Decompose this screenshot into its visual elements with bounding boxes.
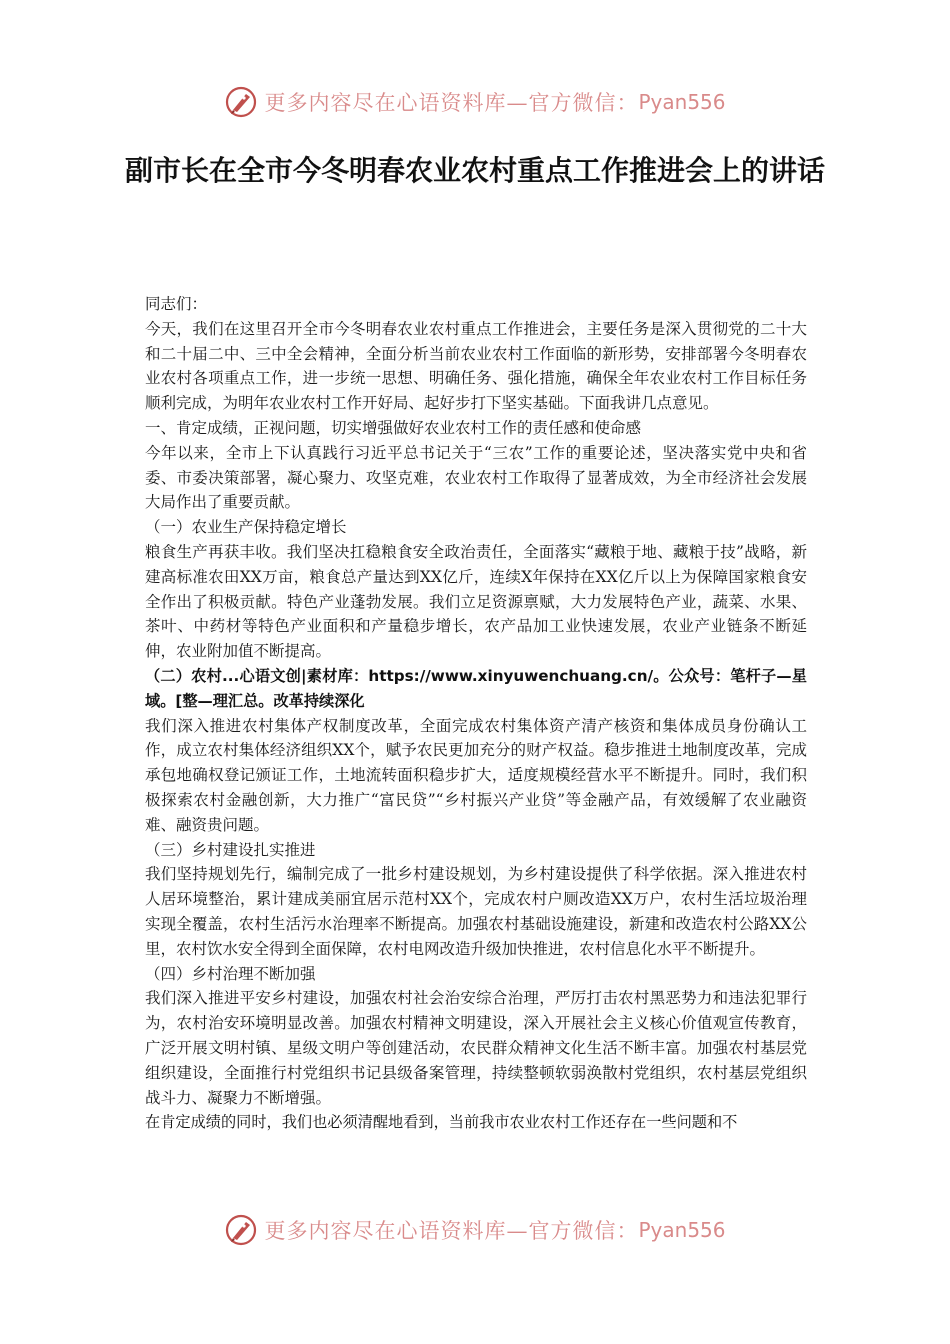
subsection-heading: （一）农业生产保持稳定增长: [145, 518, 347, 537]
watermark-wechat-id: Pyan556: [638, 90, 726, 114]
watermark-banner-top: [0, 82, 950, 122]
salutation: 同志们：: [145, 295, 208, 313]
body-paragraph: 我们深入推进农村集体产权制度改革，全面完成农村集体资产清产核资和集体成员身份确认工作，成立农村集体经济组织XX个，赋予农民更加充分的财产权益。稳步推进土地制度改革，完成承包地确权登记颁证工作，土地流转面积稳步扩大，适度规模经营水平不断提升。同时，我们积极探索农村金融创新，大力推广“富民贷”“乡村振兴产业贷”等金融产品，有效缓解了农业融资难、融资贵问题。: [145, 716, 807, 834]
body-paragraph: 我们深入推进平安乡村建设，加强农村社会治安综合治理，严厉打击农村黑恶势力和违法犯罪行为，农村治安环境明显改善。加强农村精神文明建设，深入开展社会主义核心价值观宣传教育，广泛开展文明村镇、星级文明户等创建活动，农民群众精神文化生活不断丰富。加强农村基层党组织建设，全面推行村党组织书记县级备案管理，持续整顿软弱涣散村党组织，农村基层党组织战斗力、凝聚力不断增强。: [145, 989, 807, 1107]
body-paragraph: 今天，我们在这里召开全市今冬明春农业农村重点工作推进会，主要任务是深入贯彻党的二十大和二十届二中、三中全会精神，全面分析当前农业农村工作面临的新形势，安排部署今冬明春农业农村各项重点工作，进一步统一思想、明确任务、强化措施，确保全年农业农村工作目标任务顺利完成，为明年农业农村工作开好局、起好步打下坚实基础。下面我讲几点意见。: [145, 319, 807, 413]
watermark-text: 更多内容尽在心语资料库—官方微信：: [264, 91, 639, 115]
pen-nib-logo-icon: [224, 1213, 258, 1247]
subsection-heading-with-ad: （二）农村...心语文创|素材库：https://www.xinyuwenchuang.cn/。公众号：笔杆子—星域。[整—理汇总。改革持续深化: [145, 666, 807, 710]
document-title: 副市长在全市今冬明春农业农村重点工作推进会上的讲话: [124, 154, 825, 187]
section-heading: 一、肯定成绩，正视问题，切实增强做好农业农村工作的责任感和使命感: [145, 418, 642, 437]
body-paragraph: 我们坚持规划先行，编制完成了一批乡村建设规划，为乡村建设提供了科学依据。深入推进农村人居环境整治，累计建成美丽宜居示范村XX个，完成农村户厕改造XX万户，农村生活垃圾治理实现全覆盖，农村生活污水治理率不断提高。加强农村基础设施建设，新建和改造农村公路XX公里，农村饮水安全得到全面保障，农村电网改造升级加快推进，农村信息化水平不断提升。: [145, 865, 807, 958]
body-paragraph-truncated: 在肯定成绩的同时，我们也必须清醒地看到，当前我市农业农村工作还存在一些问题和不: [145, 1113, 738, 1132]
pen-nib-logo-icon: [224, 85, 258, 119]
subsection-heading: （三）乡村建设扎实推进: [145, 840, 316, 859]
subsection-heading: （四）乡村治理不断加强: [145, 964, 316, 983]
watermark-banner-bottom: [0, 1210, 950, 1250]
body-paragraph: 今年以来，全市上下认真践行习近平总书记关于“三农”工作的重要论述，坚决落实党中央和省委、市委决策部署，凝心聚力、攻坚克难，农业农村工作取得了显著成效，为全市经济社会发展大局作出了重要贡献。: [145, 443, 807, 512]
body-paragraph: 粮食生产再获丰收。我们坚决扛稳粮食安全政治责任，全面落实“藏粮于地、藏粮于技”战略，新建高标准农田XX万亩，粮食总产量达到XX亿斤，连续X年保持在XX亿斤以上为保障国家粮食安全作出了积极贡献。特色产业蓬勃发展。我们立足资源禀赋，大力发展特色产业，蔬菜、水果、茶叶、中药材等特色产业面积和产量稳步增长，农产品加工业快速发展，农业产业链条不断延伸，农业附加值不断提高。: [145, 542, 807, 661]
watermark-wechat-id: Pyan556: [638, 1218, 726, 1242]
watermark-text: 更多内容尽在心语资料库—官方微信：: [264, 1219, 639, 1243]
document-body: [145, 292, 807, 1135]
